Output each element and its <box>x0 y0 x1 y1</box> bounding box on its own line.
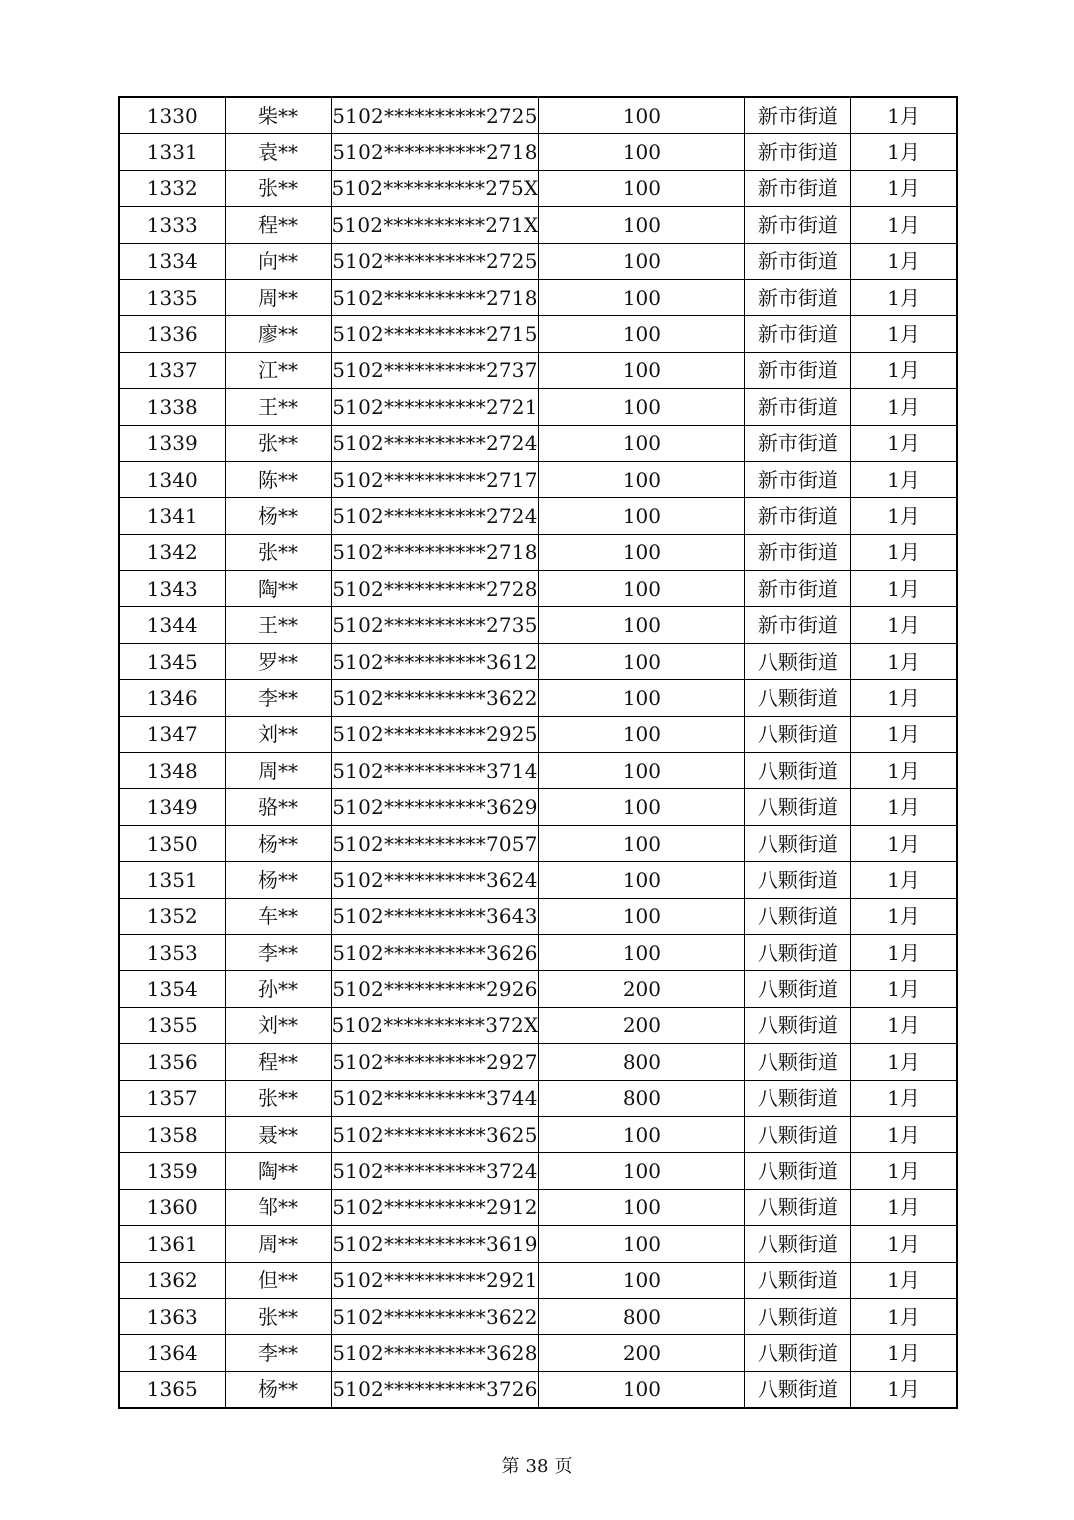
month-cell: 1月 <box>851 1226 957 1262</box>
table-row <box>119 716 957 752</box>
row-number-cell: 1364 <box>119 1335 225 1371</box>
table-row <box>119 898 957 934</box>
id-number-cell: 5102**********3726 <box>331 1371 539 1408</box>
street-cell: 八颗街道 <box>745 1044 851 1080</box>
amount-cell: 100 <box>539 1189 745 1225</box>
street-cell: 新市街道 <box>745 134 851 170</box>
page-number: 38 <box>525 1456 549 1477</box>
month-cell: 1月 <box>851 170 957 206</box>
street-cell: 八颗街道 <box>745 934 851 970</box>
street-cell: 新市街道 <box>745 279 851 315</box>
street-cell: 新市街道 <box>745 389 851 425</box>
amount-cell: 100 <box>539 498 745 534</box>
month-cell: 1月 <box>851 825 957 861</box>
amount-cell: 100 <box>539 607 745 643</box>
name-cell: 周** <box>225 1226 331 1262</box>
row-number-cell: 1349 <box>119 789 225 825</box>
name-cell: 向** <box>225 243 331 279</box>
row-number-cell: 1334 <box>119 243 225 279</box>
amount-cell: 100 <box>539 716 745 752</box>
amount-cell: 100 <box>539 534 745 570</box>
amount-cell: 100 <box>539 389 745 425</box>
month-cell: 1月 <box>851 1189 957 1225</box>
name-cell: 李** <box>225 934 331 970</box>
month-cell: 1月 <box>851 607 957 643</box>
table-row <box>119 789 957 825</box>
page-label-suffix: 页 <box>554 1456 573 1477</box>
table-row <box>119 1153 957 1189</box>
row-number-cell: 1347 <box>119 716 225 752</box>
row-number-cell: 1332 <box>119 170 225 206</box>
month-cell: 1月 <box>851 207 957 243</box>
street-cell: 八颗街道 <box>745 680 851 716</box>
row-number-cell: 1339 <box>119 425 225 461</box>
street-cell: 新市街道 <box>745 316 851 352</box>
amount-cell: 100 <box>539 789 745 825</box>
id-number-cell: 5102**********2724 <box>331 425 539 461</box>
amount-cell: 200 <box>539 1007 745 1043</box>
month-cell: 1月 <box>851 934 957 970</box>
name-cell: 刘** <box>225 716 331 752</box>
row-number-cell: 1336 <box>119 316 225 352</box>
row-number-cell: 1335 <box>119 279 225 315</box>
street-cell: 新市街道 <box>745 571 851 607</box>
month-cell: 1月 <box>851 425 957 461</box>
street-cell: 八颗街道 <box>745 1007 851 1043</box>
amount-cell: 200 <box>539 1335 745 1371</box>
table-row <box>119 425 957 461</box>
amount-cell: 200 <box>539 971 745 1007</box>
table-row <box>119 753 957 789</box>
month-cell: 1月 <box>851 1262 957 1298</box>
street-cell: 八颗街道 <box>745 1335 851 1371</box>
row-number-cell: 1356 <box>119 1044 225 1080</box>
name-cell: 杨** <box>225 498 331 534</box>
row-number-cell: 1333 <box>119 207 225 243</box>
name-cell: 张** <box>225 425 331 461</box>
street-cell: 八颗街道 <box>745 971 851 1007</box>
name-cell: 周** <box>225 753 331 789</box>
name-cell: 杨** <box>225 1371 331 1408</box>
row-number-cell: 1346 <box>119 680 225 716</box>
table-row <box>119 243 957 279</box>
amount-cell: 100 <box>539 825 745 861</box>
row-number-cell: 1357 <box>119 1080 225 1116</box>
table-row <box>119 1298 957 1334</box>
month-cell: 1月 <box>851 1080 957 1116</box>
amount-cell: 100 <box>539 1116 745 1152</box>
row-number-cell: 1360 <box>119 1189 225 1225</box>
amount-cell: 100 <box>539 316 745 352</box>
name-cell: 陈** <box>225 461 331 497</box>
id-number-cell: 5102**********2735 <box>331 607 539 643</box>
row-number-cell: 1353 <box>119 934 225 970</box>
record-table <box>118 96 958 1409</box>
name-cell: 但** <box>225 1262 331 1298</box>
row-number-cell: 1340 <box>119 461 225 497</box>
table-row <box>119 934 957 970</box>
street-cell: 新市街道 <box>745 97 851 134</box>
row-number-cell: 1362 <box>119 1262 225 1298</box>
street-cell: 八颗街道 <box>745 789 851 825</box>
amount-cell: 100 <box>539 1226 745 1262</box>
amount-cell: 100 <box>539 425 745 461</box>
id-number-cell: 5102**********3724 <box>331 1153 539 1189</box>
row-number-cell: 1352 <box>119 898 225 934</box>
month-cell: 1月 <box>851 352 957 388</box>
street-cell: 八颗街道 <box>745 643 851 679</box>
month-cell: 1月 <box>851 279 957 315</box>
table-row <box>119 134 957 170</box>
month-cell: 1月 <box>851 1007 957 1043</box>
name-cell: 张** <box>225 170 331 206</box>
month-cell: 1月 <box>851 716 957 752</box>
amount-cell: 100 <box>539 862 745 898</box>
street-cell: 八颗街道 <box>745 753 851 789</box>
table-row <box>119 461 957 497</box>
name-cell: 程** <box>225 207 331 243</box>
row-number-cell: 1337 <box>119 352 225 388</box>
id-number-cell: 5102**********271X <box>331 207 539 243</box>
amount-cell: 100 <box>539 1371 745 1408</box>
id-number-cell: 5102**********2725 <box>331 243 539 279</box>
id-number-cell: 5102**********2725 <box>331 97 539 134</box>
name-cell: 江** <box>225 352 331 388</box>
name-cell: 聂** <box>225 1116 331 1152</box>
amount-cell: 100 <box>539 207 745 243</box>
name-cell: 杨** <box>225 862 331 898</box>
street-cell: 新市街道 <box>745 170 851 206</box>
table-row <box>119 1371 957 1408</box>
id-number-cell: 5102**********3612 <box>331 643 539 679</box>
street-cell: 八颗街道 <box>745 825 851 861</box>
id-number-cell: 5102**********2718 <box>331 279 539 315</box>
row-number-cell: 1341 <box>119 498 225 534</box>
id-number-cell: 5102**********3643 <box>331 898 539 934</box>
table-row <box>119 279 957 315</box>
row-number-cell: 1330 <box>119 97 225 134</box>
id-number-cell: 5102**********2927 <box>331 1044 539 1080</box>
table-row <box>119 1262 957 1298</box>
name-cell: 王** <box>225 607 331 643</box>
street-cell: 八颗街道 <box>745 1262 851 1298</box>
record-table-body <box>119 97 957 1408</box>
amount-cell: 100 <box>539 97 745 134</box>
amount-cell: 100 <box>539 243 745 279</box>
name-cell: 周** <box>225 279 331 315</box>
month-cell: 1月 <box>851 498 957 534</box>
street-cell: 八颗街道 <box>745 1298 851 1334</box>
street-cell: 八颗街道 <box>745 1153 851 1189</box>
id-number-cell: 5102**********2724 <box>331 498 539 534</box>
month-cell: 1月 <box>851 461 957 497</box>
id-number-cell: 5102**********3628 <box>331 1335 539 1371</box>
month-cell: 1月 <box>851 753 957 789</box>
row-number-cell: 1351 <box>119 862 225 898</box>
amount-cell: 100 <box>539 753 745 789</box>
row-number-cell: 1338 <box>119 389 225 425</box>
id-number-cell: 5102**********2717 <box>331 461 539 497</box>
table-row <box>119 971 957 1007</box>
month-cell: 1月 <box>851 643 957 679</box>
month-cell: 1月 <box>851 789 957 825</box>
page-footer <box>0 1456 1074 1478</box>
amount-cell: 100 <box>539 1262 745 1298</box>
id-number-cell: 5102**********7057 <box>331 825 539 861</box>
id-number-cell: 5102**********2718 <box>331 534 539 570</box>
street-cell: 新市街道 <box>745 498 851 534</box>
amount-cell: 100 <box>539 934 745 970</box>
id-number-cell: 5102**********3744 <box>331 1080 539 1116</box>
table-row <box>119 352 957 388</box>
month-cell: 1月 <box>851 316 957 352</box>
amount-cell: 100 <box>539 571 745 607</box>
table-row <box>119 534 957 570</box>
name-cell: 张** <box>225 1080 331 1116</box>
row-number-cell: 1359 <box>119 1153 225 1189</box>
amount-cell: 100 <box>539 352 745 388</box>
row-number-cell: 1358 <box>119 1116 225 1152</box>
name-cell: 柴** <box>225 97 331 134</box>
id-number-cell: 5102**********2912 <box>331 1189 539 1225</box>
id-number-cell: 5102**********275X <box>331 170 539 206</box>
month-cell: 1月 <box>851 1371 957 1408</box>
id-number-cell: 5102**********3629 <box>331 789 539 825</box>
row-number-cell: 1361 <box>119 1226 225 1262</box>
row-number-cell: 1331 <box>119 134 225 170</box>
month-cell: 1月 <box>851 389 957 425</box>
amount-cell: 100 <box>539 898 745 934</box>
table-row <box>119 389 957 425</box>
table-row <box>119 1007 957 1043</box>
table-row <box>119 643 957 679</box>
row-number-cell: 1365 <box>119 1371 225 1408</box>
id-number-cell: 5102**********3622 <box>331 1298 539 1334</box>
name-cell: 李** <box>225 1335 331 1371</box>
month-cell: 1月 <box>851 898 957 934</box>
name-cell: 张** <box>225 1298 331 1334</box>
name-cell: 陶** <box>225 571 331 607</box>
street-cell: 新市街道 <box>745 461 851 497</box>
name-cell: 王** <box>225 389 331 425</box>
row-number-cell: 1345 <box>119 643 225 679</box>
table-row <box>119 1226 957 1262</box>
name-cell: 罗** <box>225 643 331 679</box>
amount-cell: 100 <box>539 461 745 497</box>
name-cell: 骆** <box>225 789 331 825</box>
street-cell: 八颗街道 <box>745 1371 851 1408</box>
table-row <box>119 207 957 243</box>
street-cell: 八颗街道 <box>745 1116 851 1152</box>
id-number-cell: 5102**********2737 <box>331 352 539 388</box>
month-cell: 1月 <box>851 1116 957 1152</box>
month-cell: 1月 <box>851 134 957 170</box>
id-number-cell: 5102**********2715 <box>331 316 539 352</box>
table-row <box>119 1044 957 1080</box>
table-row <box>119 1335 957 1371</box>
id-number-cell: 5102**********2926 <box>331 971 539 1007</box>
table-row <box>119 680 957 716</box>
street-cell: 新市街道 <box>745 607 851 643</box>
name-cell: 程** <box>225 1044 331 1080</box>
id-number-cell: 5102**********3625 <box>331 1116 539 1152</box>
street-cell: 八颗街道 <box>745 1080 851 1116</box>
table-row <box>119 571 957 607</box>
month-cell: 1月 <box>851 571 957 607</box>
row-number-cell: 1343 <box>119 571 225 607</box>
page-label-prefix: 第 <box>501 1456 520 1477</box>
amount-cell: 100 <box>539 170 745 206</box>
street-cell: 新市街道 <box>745 425 851 461</box>
amount-cell: 100 <box>539 134 745 170</box>
row-number-cell: 1363 <box>119 1298 225 1334</box>
table-row <box>119 170 957 206</box>
table-row <box>119 825 957 861</box>
id-number-cell: 5102**********2728 <box>331 571 539 607</box>
month-cell: 1月 <box>851 862 957 898</box>
name-cell: 袁** <box>225 134 331 170</box>
row-number-cell: 1354 <box>119 971 225 1007</box>
amount-cell: 100 <box>539 643 745 679</box>
month-cell: 1月 <box>851 971 957 1007</box>
name-cell: 孙** <box>225 971 331 1007</box>
row-number-cell: 1342 <box>119 534 225 570</box>
amount-cell: 800 <box>539 1298 745 1334</box>
table-row <box>119 1116 957 1152</box>
id-number-cell: 5102**********2721 <box>331 389 539 425</box>
month-cell: 1月 <box>851 243 957 279</box>
row-number-cell: 1348 <box>119 753 225 789</box>
id-number-cell: 5102**********3619 <box>331 1226 539 1262</box>
name-cell: 车** <box>225 898 331 934</box>
name-cell: 杨** <box>225 825 331 861</box>
table-row <box>119 1189 957 1225</box>
street-cell: 新市街道 <box>745 243 851 279</box>
name-cell: 陶** <box>225 1153 331 1189</box>
street-cell: 新市街道 <box>745 352 851 388</box>
amount-cell: 800 <box>539 1044 745 1080</box>
table-row <box>119 862 957 898</box>
row-number-cell: 1344 <box>119 607 225 643</box>
street-cell: 八颗街道 <box>745 1226 851 1262</box>
month-cell: 1月 <box>851 534 957 570</box>
amount-cell: 100 <box>539 279 745 315</box>
table-row <box>119 97 957 134</box>
row-number-cell: 1350 <box>119 825 225 861</box>
id-number-cell: 5102**********3624 <box>331 862 539 898</box>
month-cell: 1月 <box>851 1153 957 1189</box>
street-cell: 八颗街道 <box>745 1189 851 1225</box>
month-cell: 1月 <box>851 97 957 134</box>
id-number-cell: 5102**********2925 <box>331 716 539 752</box>
street-cell: 八颗街道 <box>745 716 851 752</box>
month-cell: 1月 <box>851 1335 957 1371</box>
id-number-cell: 5102**********3714 <box>331 753 539 789</box>
street-cell: 八颗街道 <box>745 862 851 898</box>
month-cell: 1月 <box>851 1044 957 1080</box>
table-row <box>119 1080 957 1116</box>
table-row <box>119 316 957 352</box>
name-cell: 廖** <box>225 316 331 352</box>
amount-cell: 800 <box>539 1080 745 1116</box>
id-number-cell: 5102**********2718 <box>331 134 539 170</box>
name-cell: 张** <box>225 534 331 570</box>
table-row <box>119 498 957 534</box>
amount-cell: 100 <box>539 680 745 716</box>
street-cell: 新市街道 <box>745 534 851 570</box>
street-cell: 新市街道 <box>745 207 851 243</box>
row-number-cell: 1355 <box>119 1007 225 1043</box>
name-cell: 李** <box>225 680 331 716</box>
id-number-cell: 5102**********3626 <box>331 934 539 970</box>
month-cell: 1月 <box>851 1298 957 1334</box>
street-cell: 八颗街道 <box>745 898 851 934</box>
month-cell: 1月 <box>851 680 957 716</box>
amount-cell: 100 <box>539 1153 745 1189</box>
id-number-cell: 5102**********372X <box>331 1007 539 1043</box>
id-number-cell: 5102**********3622 <box>331 680 539 716</box>
name-cell: 邹** <box>225 1189 331 1225</box>
name-cell: 刘** <box>225 1007 331 1043</box>
id-number-cell: 5102**********2921 <box>331 1262 539 1298</box>
table-row <box>119 607 957 643</box>
